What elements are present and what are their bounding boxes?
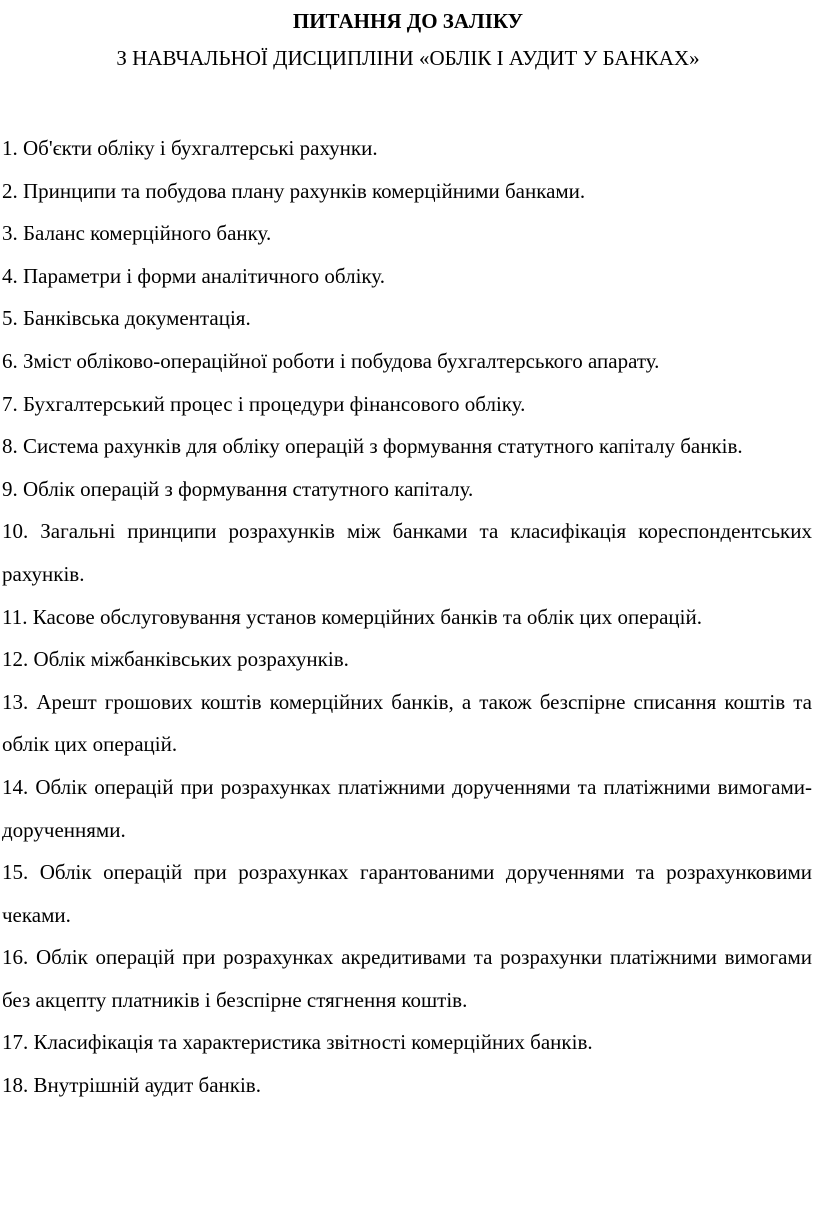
question-item: 1. Об'єкти обліку і бухгалтерські рахунки. [2, 136, 378, 160]
question-item: 4. Параметри і форми аналітичного обліку. [2, 263, 385, 288]
question-item: 12. Облік міжбанківських розрахунків. [2, 647, 349, 672]
document-title: ПИТАННЯ ДО ЗАЛІКУ [292, 9, 524, 33]
question-item: 2. Принципи та побудова плану рахунків комерційними банками. [2, 178, 586, 203]
question-item: 17. Класифікація та характеристика звітності комерційних банків. [2, 1030, 593, 1055]
questions-list [2, 127, 812, 1107]
question-item: 8. Система рахунків для обліку операцій з формування статутного капіталу банків. [2, 434, 743, 459]
question-item: 18. Внутрішній аудит банків. [2, 1073, 261, 1098]
question-item: 16. Облік операцій при розрахунках акредитивами та розрахунки платіжними вимогами без акцепту платників і безспірне стягнення коштів. [2, 945, 812, 1012]
question-item: 3. Баланс комерційного банку. [2, 221, 272, 246]
question-item: 11. Касове обслуговування установ комерційних банків та облік цих операцій. [2, 604, 702, 629]
question-item: 15. Облік операцій при розрахунках гарантованими дорученнями та розрахунковими чеками. [2, 860, 812, 927]
question-item: 10. Загальні принципи розрахунків між банками та класифікація кореспондентських рахунків. [2, 519, 812, 586]
question-item: 6. Зміст обліково-операційної роботи і побудова бухгалтерського апарату. [2, 348, 660, 373]
question-item: 13. Арешт грошових коштів комерційних банків, а також безспірне списання коштів та облік цих операцій. [2, 689, 812, 757]
document-subtitle: З НАВЧАЛЬНОЇ ДИСЦИПЛІНИ «ОБЛІК І АУДИТ У БАНКАХ» [116, 46, 700, 70]
question-item: 7. Бухгалтерський процес і процедури фінансового обліку. [2, 391, 526, 416]
question-item: 14. Облік операцій при розрахунках платіжними дорученнями та платіжними вимогами-дорученнями. [2, 774, 812, 842]
question-item: 9. Облік операцій з формування статутного капіталу. [2, 476, 474, 501]
question-item: 5. Банківська документація. [2, 306, 251, 331]
